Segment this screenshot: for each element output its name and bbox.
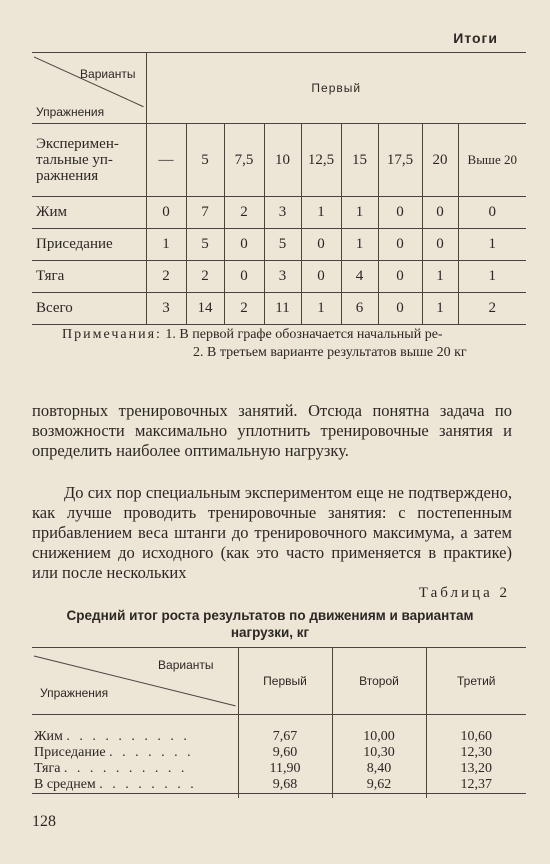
row-label: Тяга . . . . . . . . . . xyxy=(34,761,188,776)
table-cell: 1 xyxy=(422,293,458,325)
body-paragraph-2: До сих пор специальным экспериментом еще не подтверждено, как лучше проводить тренировочные занятия: с постепенным прибавлением веса штанги до тренировочного максимума, а затем снижением до исходного (как это часто применяется в практике) или после нескольких xyxy=(32,483,512,582)
table-cell: 13,20 xyxy=(426,761,526,777)
experimental-row-label: Эксперимен-тальные уп-ражнения xyxy=(32,124,146,197)
table-cell: 14 xyxy=(186,293,224,325)
table-cell: 2 xyxy=(224,197,264,229)
table-cell: 0 xyxy=(378,197,422,229)
column-header: — xyxy=(146,124,186,197)
column-header: 17,5 xyxy=(378,124,422,197)
table-cell: 1 xyxy=(458,229,526,261)
notes-label: Примечания: xyxy=(62,327,162,342)
row-label: Приседание . . . . . . . xyxy=(34,745,194,760)
table-cell: 0 xyxy=(422,197,458,229)
table-cell: 0 xyxy=(146,197,186,229)
variant-first-header: Первый xyxy=(146,53,526,124)
table-cell: 1 xyxy=(341,197,378,229)
row-label: Тяга xyxy=(32,261,146,293)
table-cell: 0 xyxy=(422,229,458,261)
table-cell: 2 xyxy=(186,261,224,293)
table-cell: 2 xyxy=(224,293,264,325)
header-variants-label: Варианты xyxy=(80,67,136,81)
table-cell: 6 xyxy=(341,293,378,325)
table-cell: 0 xyxy=(224,229,264,261)
column-header: Выше 20 xyxy=(458,124,526,197)
column-header: Первый xyxy=(238,648,332,715)
table-row xyxy=(32,293,526,325)
table-row xyxy=(32,745,526,761)
column-header: 12,5 xyxy=(301,124,341,197)
table-row xyxy=(32,197,526,229)
table-cell: 0 xyxy=(378,229,422,261)
table-row xyxy=(32,229,526,261)
body-paragraph-1: повторных тренировочных занятий. Отсюда понятна задача по возможности максимально уплотнить тренировочные занятия и определить наиболее оптимальную нагрузку. xyxy=(32,401,512,460)
column-header: 5 xyxy=(186,124,224,197)
table-cell: 2 xyxy=(458,293,526,325)
page-number: 128 xyxy=(32,813,56,830)
column-header: 15 xyxy=(341,124,378,197)
table1-corner-header xyxy=(32,53,146,124)
table-cell: 7 xyxy=(186,197,224,229)
column-header: 7,5 xyxy=(224,124,264,197)
table-cell: 10,00 xyxy=(332,729,426,745)
table-notes xyxy=(62,326,467,362)
table-cell: 1 xyxy=(341,229,378,261)
header-exercises-label: Упражнения xyxy=(40,686,109,700)
row-label: В среднем . . . . . . . . xyxy=(34,777,197,792)
row-label: Жим xyxy=(32,197,146,229)
table-cell: 12,37 xyxy=(426,777,526,794)
table-cell: 9,68 xyxy=(238,777,332,794)
table-cell: 12,30 xyxy=(426,745,526,761)
note-2: 2. В третьем варианте результатов выше 20 кг xyxy=(193,345,467,360)
table-row xyxy=(32,761,526,777)
table-row xyxy=(32,261,526,293)
column-header: Второй xyxy=(332,648,426,715)
results-table-2 xyxy=(32,647,526,798)
row-label: Приседание xyxy=(32,229,146,261)
table-cell: 5 xyxy=(186,229,224,261)
table-cell: 0 xyxy=(458,197,526,229)
table-cell: 5 xyxy=(264,229,301,261)
table-cell: 11,90 xyxy=(238,761,332,777)
table-row xyxy=(32,777,526,794)
table-cell: 1 xyxy=(146,229,186,261)
table-cell: 10,60 xyxy=(426,729,526,745)
table-cell: 3 xyxy=(264,197,301,229)
table-cell: 11 xyxy=(264,293,301,325)
table-cell: 1 xyxy=(422,261,458,293)
column-header: Третий xyxy=(426,648,526,715)
header-variants-label: Варианты xyxy=(158,658,214,672)
header-exercises-label: Упражнения xyxy=(36,105,105,119)
table2-corner-header xyxy=(32,648,238,715)
table-cell: 10,30 xyxy=(332,745,426,761)
table-cell: 4 xyxy=(341,261,378,293)
table-cell: 0 xyxy=(301,229,341,261)
table-cell: 7,67 xyxy=(238,729,332,745)
table-cell: 0 xyxy=(224,261,264,293)
table-cell: 1 xyxy=(458,261,526,293)
table-cell: 2 xyxy=(146,261,186,293)
note-1: 1. В первой графе обозначается начальный ре- xyxy=(165,327,443,342)
table-cell: 9,62 xyxy=(332,777,426,794)
results-table-1 xyxy=(32,52,526,325)
row-label: Всего xyxy=(32,293,146,325)
table-cell: 1 xyxy=(301,293,341,325)
table-cell: 3 xyxy=(264,261,301,293)
table-2-label: Таблица 2 xyxy=(418,585,510,601)
table-2-title: Средний итог роста результатов по движениям и вариантам нагрузки, кг xyxy=(66,608,474,640)
table-cell: 3 xyxy=(146,293,186,325)
table-cell: 0 xyxy=(378,293,422,325)
table-cell: 0 xyxy=(378,261,422,293)
table-cell: 8,40 xyxy=(332,761,426,777)
column-header: 10 xyxy=(264,124,301,197)
table-cell: 0 xyxy=(301,261,341,293)
section-title: Итоги xyxy=(453,30,498,46)
column-header: 20 xyxy=(422,124,458,197)
table-cell: 9,60 xyxy=(238,745,332,761)
row-label: Жим . . . . . . . . . . xyxy=(34,729,190,744)
table-cell: 1 xyxy=(301,197,341,229)
table-row xyxy=(32,729,526,745)
